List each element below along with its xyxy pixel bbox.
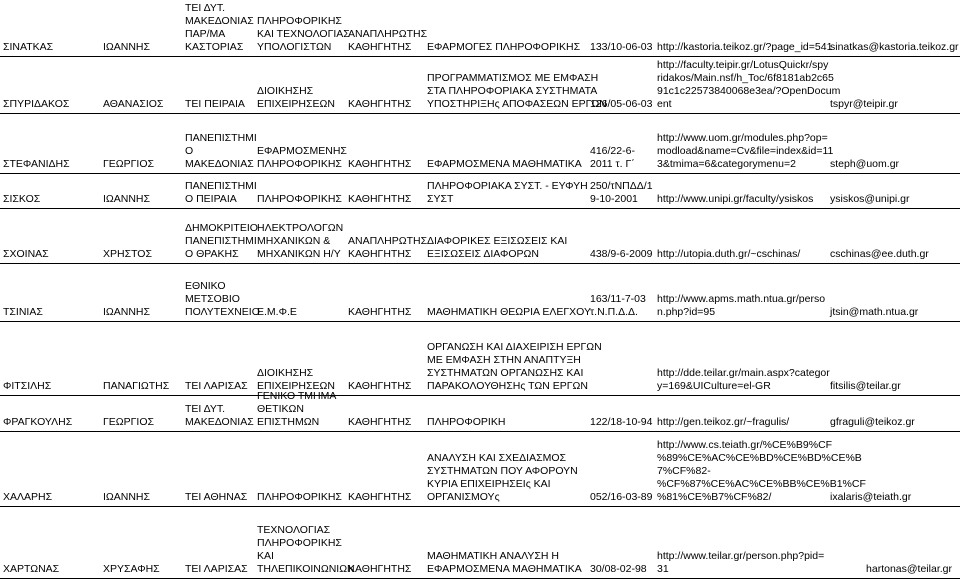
cell-department: ΠΛΗΡΟΦΟΡΙΚΗΣ ΚΑΙ ΤΕΧΝΟΛΟΓΙΑΣ ΥΠΟΛΟΓΙΣΤΩΝ (257, 15, 350, 53)
cell-department: ΠΛΗΡΟΦΟΡΙΚΗΣ (257, 491, 342, 503)
cell-email[interactable]: tspyr@teipir.gr (830, 98, 898, 110)
table-row (0, 174, 960, 209)
cell-surname: ΣΙΝΑΤΚΑΣ (3, 41, 54, 53)
cell-subject: ΑΝΑΛΥΣΗ ΚΑΙ ΣΧΕΔΙΑΣΜΟΣ ΣΥΣΤΗΜΑΤΩΝ ΠΟΥ ΑΦΟΡΟΥΝ ΚΥΡΙΑ ΕΠΙΧΕΙΡΗΣΕΙς ΚΑΙ ΟΡΓΑΝΙΣΜΟΥς (427, 452, 578, 503)
table-row (0, 507, 960, 579)
cell-institution: ΠΑΝΕΠΙΣΤΗΜΙ Ο ΠΕΙΡΑΙΑ (185, 180, 257, 205)
table-row (0, 432, 960, 507)
cell-name: ΧΡΗΣΤΟΣ (103, 248, 152, 260)
cell-department: ΔΙΟΙΚΗΣΗΣ ΕΠΙΧΕΙΡΗΣΕΩΝ (257, 367, 335, 392)
cell-surname: ΣΤΕΦΑΝΙΔΗΣ (3, 158, 70, 170)
cell-rank: ΑΝΑΠΛΗΡΩΤΗΣ ΚΑΘΗΓΗΤΗΣ (348, 28, 428, 53)
cell-email[interactable]: steph@uom.gr (830, 158, 900, 170)
cell-name: ΙΩΑΝΝΗΣ (103, 306, 151, 318)
cell-email[interactable]: gfraguli@teikoz.gr (830, 416, 915, 428)
cell-department: ΤΕΧΝΟΛΟΓΙΑΣ ΠΛΗΡΟΦΟΡΙΚΗΣ ΚΑΙ ΤΗΛΕΠΙΚΟΙΝΩΝΙΩΝ (257, 524, 355, 575)
cell-subject: ΟΡΓΑΝΩΣΗ ΚΑΙ ΔΙΑΧΕΙΡΙΣΗ ΕΡΓΩΝ ΜΕ ΕΜΦΑΣΗ ΣΤΗΝ ΑΝΑΠΤΥΞΗ ΣΥΣΤΗΜΑΤΩΝ ΟΡΓΑΝΩΣΗΣ ΚΑΙ ΠΑΡΑΚΟΛΟΥΘΗΣΗς ΤΩΝ ΕΡΓΩΝ (427, 341, 602, 392)
cell-surname: ΦΙΤΣΙΛΗΣ (3, 380, 52, 392)
table-row (0, 264, 960, 322)
cell-fek: 250/τΝΠΔΔ/1 9-10-2001 (590, 180, 653, 205)
cell-rank: ΚΑΘΗΓΗΤΗΣ (348, 491, 412, 503)
cell-subject: ΔΙΑΦΟΡΙΚΕΣ ΕΞΙΣΩΣΕΙΣ ΚΑΙ ΕΞΙΣΩΣΕΙΣ ΔΙΑΦΟΡΩΝ (427, 235, 568, 260)
cell-name: ΓΕΩΡΓΙΟΣ (103, 158, 154, 170)
cell-subject: ΠΛΗΡΟΦΟΡΙΑΚΑ ΣΥΣΤ. - ΕΥΦΥΗ ΣΥΣΤ (427, 180, 588, 205)
cell-department: ΔΙΟΙΚΗΣΗΣ ΕΠΙΧΕΙΡΗΣΕΩΝ (257, 85, 335, 110)
cell-subject: ΠΡΟΓΡΑΜΜΑΤΙΣΜΟΣ ΜΕ ΕΜΦΑΣΗ ΣΤΑ ΠΛΗΡΟΦΟΡΙΑΚΑ ΣΥΣΤΗΜΑΤΑ ΥΠΟΣΤΗΡΙΞΗς ΑΠΟΦΑΣΕΩΝ ΕΡΓΩΝ (427, 72, 607, 110)
cell-url[interactable]: http://www.cs.teiath.gr/%CE%B9%CF %89%CE%AC%CE%BD%CE%BD%CE%B 7%CF%82- %CF%87%CE%AC%CE%BB%CE%B1%CF %81%CE%B7%CF%82/ (657, 439, 866, 503)
cell-rank: ΚΑΘΗΓΗΤΗΣ (348, 563, 412, 575)
cell-subject: ΜΑΘΗΜΑΤΙΚΗ ΘΕΩΡΙΑ ΕΛΕΓΧΟΥ (427, 306, 592, 318)
cell-url[interactable]: http://gen.teikoz.gr/~fragulis/ (657, 416, 790, 428)
cell-institution: ΤΕΙ ΛΑΡΙΣΑΣ (185, 563, 248, 575)
cell-url[interactable]: http://www.uom.gr/modules.php?op= modload&name=Cv&file=index&id=11 3&tmima=6&categorymenu=2 (657, 132, 834, 170)
cell-institution: ΤΕΙ ΔΥΤ. ΜΑΚΕΔΟΝΙΑΣ ΠΑΡ/ΜΑ ΚΑΣΤΟΡΙΑΣ (185, 2, 254, 53)
cell-name: ΙΩΑΝΝΗΣ (103, 491, 151, 503)
cell-email[interactable]: jtsin@math.ntua.gr (830, 306, 919, 318)
cell-subject: ΕΦΑΡΜΟΣΜΕΝΑ ΜΑΘΗΜΑΤΙΚΑ (427, 158, 582, 170)
cell-fek: 126/05-06-03 (590, 98, 653, 110)
cell-institution: ΤΕΙ ΑΘΗΝΑΣ (185, 491, 248, 503)
cell-surname: ΦΡΑΓΚΟΥΛΗΣ (3, 416, 73, 428)
table-row (0, 390, 960, 432)
cell-department: ΕΦΑΡΜΟΣΜΕΝΗΣ ΠΛΗΡΟΦΟΡΙΚΗΣ (257, 145, 347, 170)
cell-fek: 122/18-10-94 (590, 416, 653, 428)
cell-subject: ΕΦΑΡΜΟΓΕΣ ΠΛΗΡΟΦΟΡΙΚΗΣ (427, 41, 581, 53)
cell-email[interactable]: cschinas@ee.duth.gr (830, 248, 929, 260)
cell-name: ΧΡΥΣΑΦΗΣ (103, 563, 160, 575)
cell-surname: ΣΙΣΚΟΣ (3, 193, 41, 205)
cell-url[interactable]: http://faculty.teipir.gr/LotusQuickr/spy ridakos/Main.nsf/h_Toc/6f8181ab2c65 91c1c22573840068e3ea/?OpenDocum ent (657, 59, 841, 110)
cell-fek: 438/9-6-2009 (590, 248, 653, 260)
table-row (0, 0, 960, 57)
cell-institution: ΠΑΝΕΠΙΣΤΗΜΙ Ο ΜΑΚΕΔΟΝΙΑΣ (185, 132, 257, 170)
cell-fek: 052/16-03-89 (590, 491, 653, 503)
cell-url[interactable]: http://dde.teilar.gr/main.aspx?categor y=169&UICulture=el-GR (657, 367, 830, 392)
cell-surname: ΧΑΡΤΩΝΑΣ (3, 563, 60, 575)
cell-surname: ΣΧΟΙΝΑΣ (3, 248, 49, 260)
cell-rank: ΚΑΘΗΓΗΤΗΣ (348, 380, 412, 392)
cell-url[interactable]: http://kastoria.teikoz.gr/?page_id=541 (657, 41, 833, 53)
cell-surname: ΣΠΥΡΙΔΑΚΟΣ (3, 98, 70, 110)
table-row (0, 209, 960, 264)
cell-url[interactable]: http://www.apms.math.ntua.gr/perso n.php?id=95 (657, 293, 826, 318)
cell-email[interactable]: hartonas@teilar.gr (866, 563, 952, 575)
cell-email[interactable]: fitsilis@teilar.gr (830, 380, 901, 392)
cell-name: ΓΕΩΡΓΙΟΣ (103, 416, 154, 428)
cell-fek: 30/08-02-98 (590, 563, 647, 575)
cell-fek: 416/22-6- 2011 τ. Γ΄ (590, 145, 635, 170)
cell-rank: ΚΑΘΗΓΗΤΗΣ (348, 98, 412, 110)
cell-name: ΙΩΑΝΝΗΣ (103, 193, 151, 205)
cell-fek: 163/11-7-03 τ.Ν.Π.Δ.Δ. (590, 293, 646, 318)
cell-subject: ΜΑΘΗΜΑΤΙΚΗ ΑΝΑΛΥΣΗ Η ΕΦΑΡΜΟΣΜΕΝΑ ΜΑΘΗΜΑΤΙΚΑ (427, 550, 582, 575)
cell-surname: ΧΑΛΑΡΗΣ (3, 491, 53, 503)
table-row (0, 114, 960, 174)
cell-url[interactable]: http://utopia.duth.gr/~cschinas/ (657, 248, 801, 260)
cell-rank: ΚΑΘΗΓΗΤΗΣ (348, 193, 412, 205)
cell-institution: ΕΘΝΙΚΟ ΜΕΤΣΟΒΙΟ ΠΟΛΥΤΕΧΝΕΙΟ (185, 280, 260, 318)
cell-subject: ΠΛΗΡΟΦΟΡΙΚΗ (427, 416, 506, 428)
cell-rank: ΚΑΘΗΓΗΤΗΣ (348, 306, 412, 318)
cell-name: ΑΘΑΝΑΣΙΟΣ (103, 98, 164, 110)
cell-rank: ΚΑΘΗΓΗΤΗΣ (348, 416, 412, 428)
cell-surname: ΤΣΙΝΙΑΣ (3, 306, 43, 318)
cell-institution: ΤΕΙ ΛΑΡΙΣΑΣ (185, 380, 248, 392)
cell-department: Ε.Μ.Φ.Ε (257, 306, 297, 318)
cell-email[interactable]: ysiskos@unipi.gr (830, 193, 910, 205)
cell-email[interactable]: sinatkas@kastoria.teikoz.gr (830, 41, 959, 53)
cell-fek: 133/10-06-03 (590, 41, 653, 53)
cell-rank: ΑΝΑΠΛΗΡΩΤΗΣ ΚΑΘΗΓΗΤΗΣ (348, 235, 428, 260)
cell-name: ΙΩΑΝΝΗΣ (103, 41, 151, 53)
table-row (0, 57, 960, 114)
cell-institution: ΤΕΙ ΔΥΤ. ΜΑΚΕΔΟΝΙΑΣ (185, 403, 254, 428)
cell-url[interactable]: http://www.teilar.gr/person.php?pid= 31 (657, 550, 825, 575)
cell-email[interactable]: ixalaris@teiath.gr (830, 491, 912, 503)
cell-rank: ΚΑΘΗΓΗΤΗΣ (348, 158, 412, 170)
cell-institution: ΔΗΜΟΚΡΙΤΕΙΟ ΠΑΝΕΠΙΣΤΗΜΙ Ο ΘΡΑΚΗΣ (185, 222, 258, 260)
cell-department: ΗΛΕΚΤΡΟΛΟΓΩΝ ΜΗΧΑΝΙΚΩΝ & ΜΗΧΑΝΙΚΩΝ Η/Υ (257, 222, 344, 260)
cell-name: ΠΑΝΑΓΙΩΤΗΣ (103, 380, 170, 392)
table-row (0, 322, 960, 396)
cell-department: ΠΛΗΡΟΦΟΡΙΚΗΣ (257, 193, 342, 205)
cell-institution: ΤΕΙ ΠΕΙΡΑΙΑ (185, 98, 245, 110)
cell-url[interactable]: http://www.unipi.gr/faculty/ysiskos (657, 193, 814, 205)
cell-department: ΓΕΝΙΚΟ ΤΜΗΜΑ ΘΕΤΙΚΩΝ ΕΠΙΣΤΗΜΩΝ (257, 390, 337, 428)
